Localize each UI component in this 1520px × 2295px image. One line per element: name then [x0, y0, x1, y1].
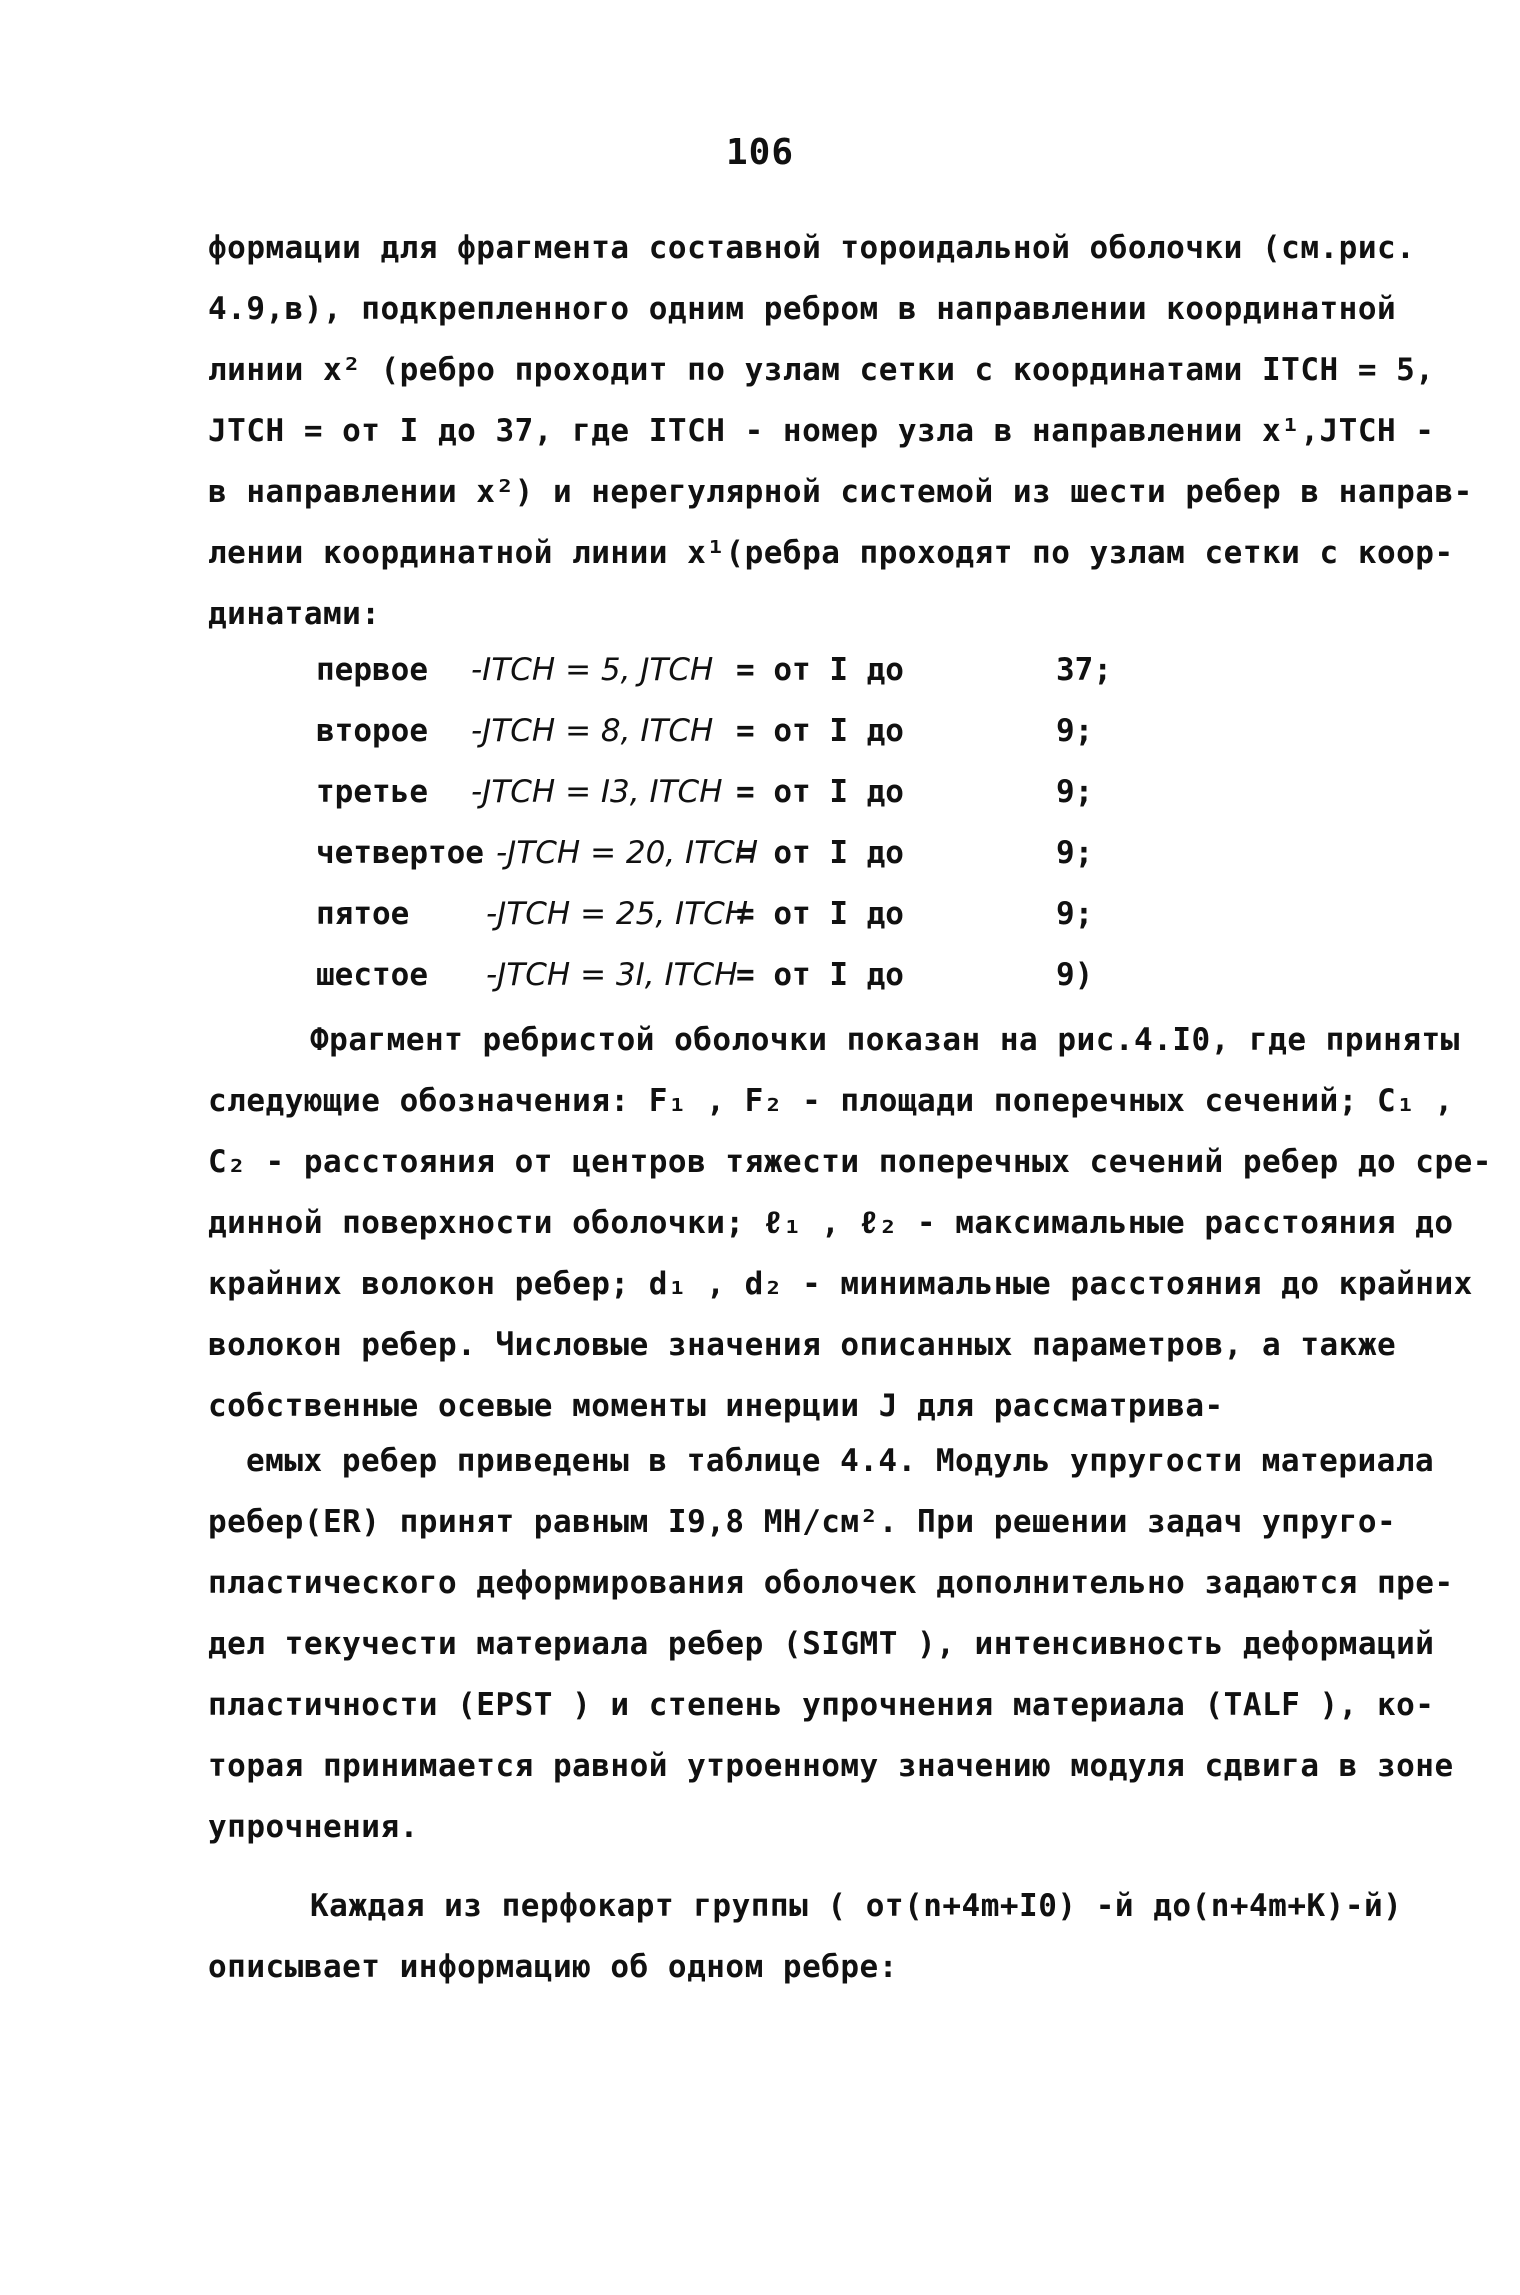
rib-range: = от I до [736, 713, 904, 749]
rib-name: пятое [316, 896, 410, 932]
rib-name: шестое [316, 957, 428, 993]
paragraph1-line: динатами: [208, 596, 381, 632]
paragraph3-line: описывает информацию об одном ребре: [208, 1949, 898, 1985]
rib-assignment: -JTCH = 3I, ITCH [486, 957, 738, 993]
rib-range: = от I до [736, 957, 904, 993]
paragraph2-line: пластичности (EPST ) и степень упрочнения материала (TALF ), ко- [208, 1687, 1435, 1723]
rib-range: = от I до [736, 774, 904, 810]
rib-assignment: -JTCH = I3, ITCH [471, 774, 723, 810]
rib-range-end: 9; [1056, 835, 1094, 871]
rib-name: третье [316, 774, 428, 810]
rib-name: четвертое [316, 835, 484, 871]
paragraph1-line: лении координатной линии x¹(ребра проходят по узлам сетки с коор- [208, 535, 1454, 571]
paragraph2-line: C₂ - расстояния от центров тяжести поперечных сечений ребер до сре- [208, 1144, 1492, 1180]
rib-range-end: 37; [1056, 652, 1112, 688]
paragraph1-line: в направлении x²) и нерегулярной системой из шести ребер в направ- [208, 474, 1473, 510]
paragraph2-line: крайних волокон ребер; d₁ , d₂ - минимальные расстояния до крайних [208, 1266, 1473, 1302]
rib-range-end: 9; [1056, 713, 1094, 749]
paragraph2-line: динной поверхности оболочки; ℓ₁ , ℓ₂ - максимальные расстояния до [208, 1205, 1454, 1241]
paragraph2-line: собственные осевые моменты инерции J для рассматрива- [208, 1388, 1224, 1424]
paragraph2-line: следующие обозначения: F₁ , F₂ - площади поперечных сечений; C₁ , [208, 1083, 1454, 1119]
paragraph1-line: формации для фрагмента составной тороидальной оболочки (см.рис. [208, 230, 1416, 266]
paragraph2-line: емых ребер приведены в таблице 4.4. Модуль упругости материала [246, 1443, 1435, 1479]
paragraph3-line: Каждая из перфокарт группы ( от(n+4m+I0) -й до(n+4m+K)-й) [310, 1888, 1403, 1924]
rib-assignment: -ITCH = 5, JTCH [471, 652, 714, 688]
paragraph2-line: упрочнения. [208, 1809, 419, 1845]
rib-name: второе [316, 713, 428, 749]
rib-range: = от I до [736, 652, 904, 688]
paragraph2-line: пластического деформирования оболочек дополнительно задаются пре- [208, 1565, 1454, 1601]
paragraph1-line: JTCH = от I до 37, где ITCH - номер узла в направлении x¹,JTCH - [208, 413, 1435, 449]
rib-assignment: -JTCH = 8, ITCH [471, 713, 714, 749]
paragraph1-line: 4.9,в), подкрепленного одним ребром в направлении координатной [208, 291, 1397, 327]
rib-assignment: -JTCH = 25, ITCH [486, 896, 749, 932]
rib-range: = от I до [736, 835, 904, 871]
paragraph2-line: торая принимается равной утроенному значению модуля сдвига в зоне [208, 1748, 1454, 1784]
page-number: 106 [725, 132, 795, 173]
rib-range: = от I до [736, 896, 904, 932]
rib-range-end: 9; [1056, 774, 1094, 810]
paragraph2-line: волокон ребер. Числовые значения описанных параметров, а также [208, 1327, 1397, 1363]
paragraph1-line: линии x² (ребро проходит по узлам сетки с координатами ITCH = 5, [208, 352, 1435, 388]
paragraph2-line: дел текучести материала ребер (SIGMT ), интенсивность деформаций [208, 1626, 1435, 1662]
paragraph2-line: ребер(ER) принят равным I9,8 МН/см². При решении задач упруго- [208, 1504, 1397, 1540]
paragraph2-line: Фрагмент ребристой оболочки показан на рис.4.I0, где приняты [310, 1022, 1460, 1058]
rib-range-end: 9; [1056, 896, 1094, 932]
rib-range-end: 9) [1056, 957, 1094, 993]
rib-assignment: -JTCH = 20, ITCH [496, 835, 759, 871]
rib-name: первое [316, 652, 428, 688]
